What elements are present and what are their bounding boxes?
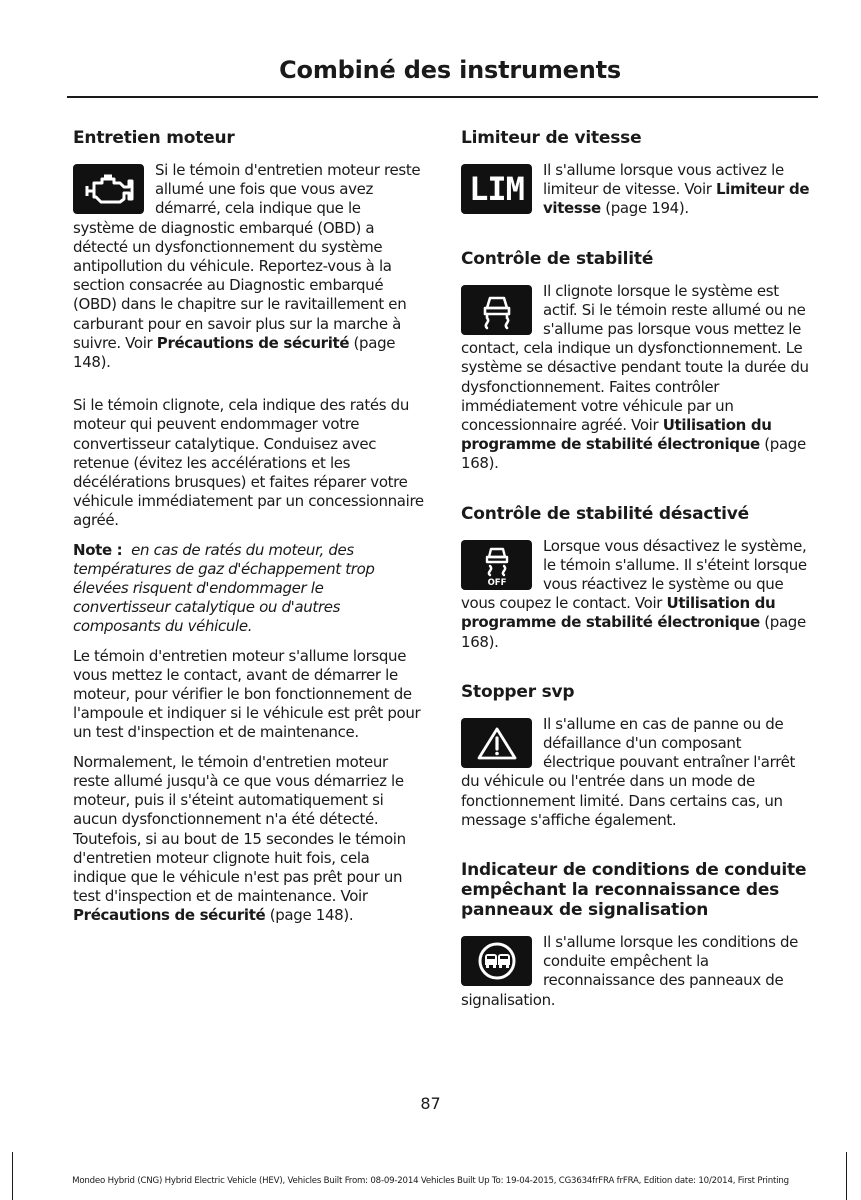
header-rule [67, 96, 818, 98]
section-stabilite-desactive [461, 504, 813, 662]
stabilite-off-text-block [461, 537, 813, 662]
stability-off-icon [461, 540, 532, 590]
heading-stopper-svp: Stopper svp [461, 681, 575, 702]
warning-triangle-icon [461, 718, 532, 768]
engine-icon [73, 164, 144, 214]
heading-stabilite-desactive: Contrôle de stabilité désactivé [461, 503, 750, 524]
note-label: Note : [73, 540, 123, 559]
section-controle-stabilite [461, 249, 813, 484]
page-number: 87 [420, 1094, 441, 1113]
link-precautions-securite-2[interactable]: Précautions de sécurité [73, 906, 266, 925]
link-programme-stabilite[interactable]: Utilisation du programme de stabilité électronique [461, 416, 772, 454]
entretien-paragraph-4: Normalement, le témoin d'entretien moteur reste allumé jusqu'à ce que vous démarriez le moteur, puis il s'éteint automatiquement si aucun dysfonctionnement n'a été détecté. Toutefois, si au bout de 15 secondes le témoin d'entretien moteur clignote huit fois, cela indique que le véhicule n'est pas prêt pour un test d'inspection et de maintenance. Voir Précautions de sécurité (page 148). [73, 752, 406, 925]
right-column [461, 128, 813, 1040]
entretien-paragraph-3: Le témoin d'entretien moteur s'allume lorsque vous mettez le contact, avant de démarrer le moteur, pour vérifier le bon fonctionnement de l'ampoule et indiquer si le véhicule est prêt pour un test d'inspection et de maintenance. [73, 646, 421, 742]
page-title: Combiné des instruments [279, 56, 621, 84]
speed-limiter-icon-label: LIM [469, 170, 524, 208]
heading-entretien-moteur: Entretien moteur [73, 128, 235, 148]
note-paragraph: Note : en cas de ratés du moteur, des températures de gaz d'échappement trop élevées risquent d'endommager le convertisseur catalytique ou d'autres composants du véhicule. [73, 540, 375, 636]
limiteur-paragraph: Il s'allume lorsque vous activez le limiteur de vitesse. Voir Limiteur de vitesse (page 194). [543, 161, 810, 218]
footer-text: Mondeo Hybrid (CNG) Hybrid Electric Vehicle (HEV), Vehicles Built From: 08-09-2014 Vehicles Built Up To: 19-04-2015, CG3634frFRA frFRA, Edition date: 10/2014, First Printing [72, 1176, 789, 1186]
stabilite-off-paragraph: Lorsque vous désactivez le système, le témoin s'allume. Il s'éteint lorsque vous réactivez le système ou que vous coupez le contact. Voir Utilisation du programme de stabilité électronique (page 168). [461, 536, 807, 651]
heading-indicateur-panneaux: Indicateur de conditions de conduite empêchant la reconnaissance des panneaux de signalisation [461, 860, 807, 921]
stopper-text-block [461, 715, 813, 840]
indicateur-paragraph: Il s'allume lorsque les conditions de conduite empêchent la reconnaissance des panneaux de signalisation. [461, 933, 799, 1009]
left-column [73, 128, 425, 936]
link-limiteur-vitesse[interactable]: Limiteur de vitesse [543, 180, 810, 218]
stabilite-paragraph: Il clignote lorsque le système est actif. Si le témoin reste allumé ou ne s'allume pas lorsque vous mettez le contact, cela indique un dysfonctionnement. Le système se désactive pendant toute la durée du dysfonctionnement. Faites contrôler immédiatement votre véhicule par un concessionnaire agréé. Voir Utilisation du programme de stabilité électronique (page 168). [461, 281, 809, 473]
stabilite-text-block [461, 282, 813, 484]
link-precautions-securite[interactable]: Précautions de sécurité [156, 333, 350, 352]
crop-mark-left [12, 1152, 13, 1200]
stopper-paragraph: Il s'allume en cas de panne ou de défaillance d'un composant électrique pouvant entraîner l'arrêt du véhicule ou l'entrée dans un mode de fonctionnement limité. Dans certains cas, un message s'affiche également. [461, 714, 796, 829]
section-limiteur-vitesse [461, 128, 813, 229]
section-indicateur-panneaux [461, 860, 813, 1020]
no-overtaking-icon [461, 936, 532, 986]
heading-controle-stabilite: Contrôle de stabilité [461, 248, 654, 269]
heading-limiteur-vitesse: Limiteur de vitesse [461, 128, 642, 148]
section-stopper-svp [461, 682, 813, 840]
entretien-text-block [73, 161, 425, 382]
section-entretien-moteur [73, 128, 425, 926]
crop-mark-right [846, 1152, 847, 1200]
limiteur-text-block [461, 161, 813, 229]
entretien-paragraph-1: Si le témoin d'entretien moteur reste allumé une fois que vous avez démarré, cela indique que le système de diagnostic embarqué (OBD) a détecté un dysfonctionnement du système antipollution du véhicule. Reportez-vous à la section consacrée au Diagnostic embarqué (OBD) dans le chapitre sur le ravitaillement en carburant pour en savoir plus sur la marche à suivre. Voir Précautions de sécurité (page 148). [73, 161, 421, 372]
indicateur-text-block [461, 933, 813, 1020]
stability-control-icon [461, 285, 532, 335]
speed-limiter-icon [461, 164, 532, 214]
link-programme-stabilite-2[interactable]: Utilisation du programme de stabilité électronique [461, 594, 776, 632]
stability-off-icon-label: OFF [487, 577, 506, 587]
entretien-paragraph-2: Si le témoin clignote, cela indique des ratés du moteur qui peuvent endommager votre convertisseur catalytique. Conduisez avec retenue (évitez les accélérations et les décélérations brusques) et faites réparer votre véhicule immédiatement par un concessionnaire agréé. [73, 396, 424, 530]
